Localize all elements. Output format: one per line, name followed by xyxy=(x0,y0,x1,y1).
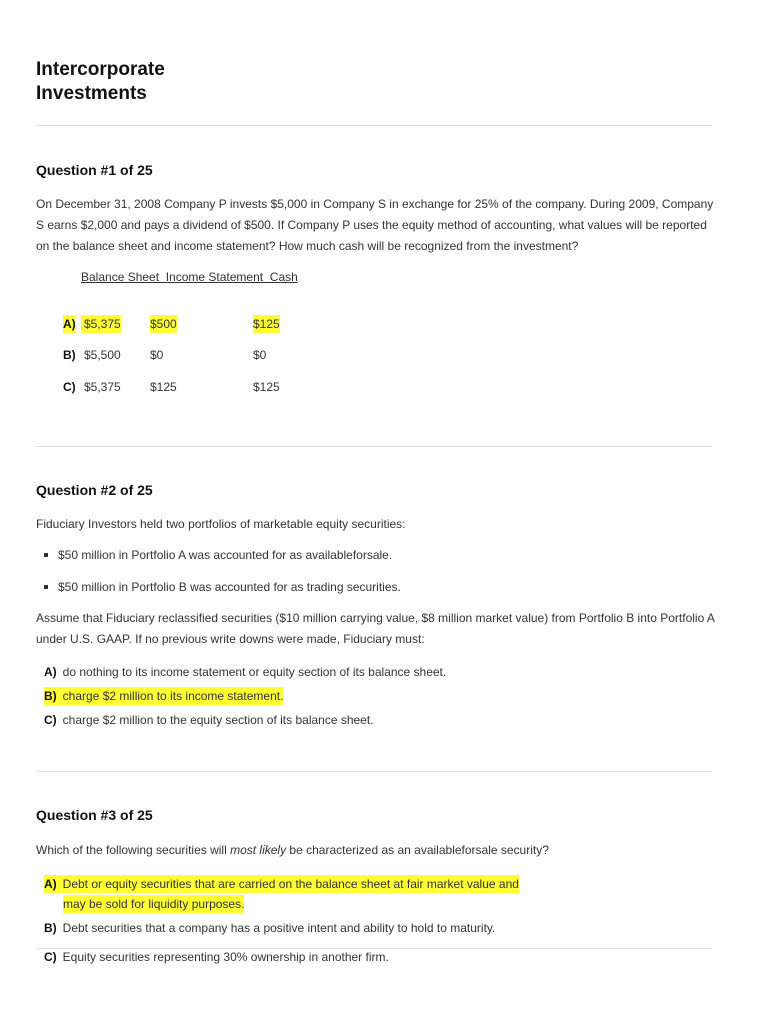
question-1-heading: Question #1 of 25 xyxy=(36,162,153,178)
bullet-icon xyxy=(44,553,48,557)
option-cash-value: $125 xyxy=(253,380,280,394)
list-item xyxy=(44,546,392,564)
option-cash-value: $125 xyxy=(253,317,280,331)
option-letter: A) xyxy=(44,665,57,679)
question-2-heading: Question #2 of 25 xyxy=(36,482,153,498)
divider xyxy=(36,446,712,447)
question-1-text: On December 31, 2008 Company P invests $5,000 in Company S in exchange for 25% of the company. During 2009, Company S earns $2,000 and pays a dividend of $500. If Company P uses the equity method of accounting, what values will be reported on the balance sheet and income statement? How much cash will be recognized from the investment? xyxy=(36,197,714,253)
page-title-line-1: Intercorporate xyxy=(36,59,165,80)
option-income-value: $500 xyxy=(150,317,177,331)
option-balance-value: $5,500 xyxy=(84,348,121,362)
bullet-icon xyxy=(44,585,48,589)
option-text: charge $2 million to the equity section of its balance sheet. xyxy=(62,713,374,727)
question-2-intro: Fiduciary Investors held two portfolios of marketable equity securities: xyxy=(36,517,406,531)
list-item xyxy=(44,578,401,596)
divider xyxy=(36,125,712,126)
option-text: charge $2 million to its income statement. xyxy=(62,689,284,703)
option-letter: C) xyxy=(63,380,76,394)
option-letter: B) xyxy=(63,348,76,362)
question-3-option-b[interactable] xyxy=(44,919,495,937)
question-3-option-a[interactable] xyxy=(44,875,519,893)
option-text: Debt securities that a company has a positive intent and ability to hold to maturity. xyxy=(62,921,496,935)
question-2-option-c[interactable] xyxy=(44,711,374,729)
option-letter: A) xyxy=(44,877,57,891)
question-3-text xyxy=(36,840,716,861)
question-3-text-emphasis: most likely xyxy=(230,843,287,857)
option-balance-value: $5,375 xyxy=(84,380,121,394)
option-text: Equity securities representing 30% ownership in another firm. xyxy=(62,950,389,964)
page-title xyxy=(36,58,336,106)
option-text: Debt or equity securities that are carried on the balance sheet at fair market value and xyxy=(62,877,519,891)
option-text: do nothing to its income statement or equity section of its balance sheet. xyxy=(62,665,447,679)
question-1-option-c[interactable] xyxy=(0,378,768,396)
divider xyxy=(36,771,712,772)
option-balance-value: $5,375 xyxy=(81,315,121,333)
question-3-text-start: Which of the following securities will xyxy=(36,843,231,857)
option-income-value: $125 xyxy=(150,380,177,394)
question-3-text-end: be characterized as an availableforsale security? xyxy=(286,843,549,857)
option-cash-value: $0 xyxy=(253,348,267,362)
option-letter: B) xyxy=(44,689,57,703)
option-letter: B) xyxy=(44,921,57,935)
option-letter: C) xyxy=(44,950,57,964)
question-2-text: Assume that Fiduciary reclassified securities ($10 million carrying value, $8 million market value) from Portfolio B into Portfolio A under U.S. GAAP. If no previous write downs were made, Fiduciary must: xyxy=(36,611,715,646)
question-2-option-a[interactable] xyxy=(44,663,446,681)
question-3-option-a-continuation[interactable]: may be sold for liquidity purposes. xyxy=(63,897,245,911)
page-title-line-2: Investments xyxy=(36,83,147,104)
question-2-option-b[interactable] xyxy=(44,687,283,705)
list-item-text: $50 million in Portfolio B was accounted for as trading securities. xyxy=(58,580,401,594)
question-1-column-headers: Balance Sheet Income Statement Cash xyxy=(81,270,298,284)
question-3-heading: Question #3 of 25 xyxy=(36,807,153,823)
option-letter: A) xyxy=(63,317,76,331)
question-1-option-a[interactable] xyxy=(0,315,768,333)
question-3-option-c[interactable] xyxy=(44,948,389,966)
list-item-text: $50 million in Portfolio A was accounted for as availableforsale. xyxy=(58,548,393,562)
option-income-value: $0 xyxy=(150,348,164,362)
option-letter: C) xyxy=(44,713,57,727)
question-1-option-b[interactable] xyxy=(0,346,768,364)
